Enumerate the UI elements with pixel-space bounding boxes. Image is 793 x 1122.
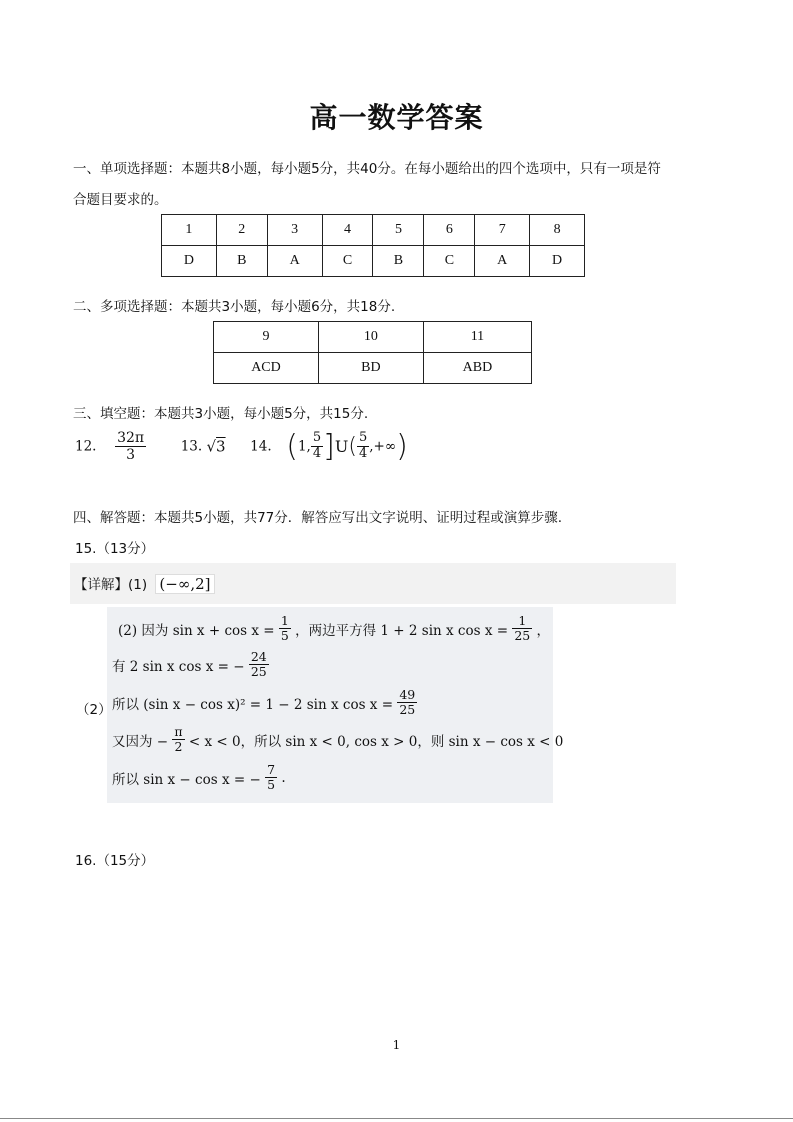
fraction <box>172 725 184 755</box>
fraction <box>265 763 277 793</box>
table-cell: B <box>216 246 267 277</box>
solution-line-1 <box>118 614 550 644</box>
solution-line-3 <box>112 688 417 718</box>
section4-heading: 四、解答题：本题共5小题，共77分．解答应写出文字说明、证明过程或演算步骤. <box>73 510 563 526</box>
table-cell: ABD <box>423 353 531 384</box>
denominator: 5 <box>267 777 276 793</box>
q14-fraction-1 <box>311 431 323 462</box>
solution-line-4 <box>112 725 563 755</box>
detail-label: 【详解】(1) <box>74 577 148 593</box>
numerator: π <box>174 724 183 739</box>
table-cell: 8 <box>530 215 585 246</box>
q12-fraction <box>115 430 146 463</box>
q12-denominator: 3 <box>126 447 136 463</box>
table-cell: ACD <box>214 353 319 384</box>
solution-text: (2) 因为 sin x + cos x = <box>118 622 275 639</box>
single-choice-table <box>161 214 585 277</box>
right-paren-icon: ) <box>396 429 408 464</box>
table-cell: B <box>373 246 424 277</box>
solution-line-2 <box>112 650 269 680</box>
q14-f2-numerator: 5 <box>358 430 368 446</box>
fraction <box>249 650 269 680</box>
section2-heading: 二、多项选择题：本题共3小题，每小题6分，共18分. <box>73 299 396 315</box>
table-cell: A <box>475 246 530 277</box>
numerator: 1 <box>512 614 532 629</box>
section1-heading-line2: 合题目要求的。 <box>73 192 168 208</box>
table-cell: BD <box>318 353 423 384</box>
denominator: 2 <box>174 739 183 755</box>
table-row <box>214 353 532 384</box>
detail-line <box>74 573 215 593</box>
table-cell: 4 <box>322 215 373 246</box>
detail-answer: (−∞,2] <box>155 574 214 594</box>
q16-label: 16.（15分） <box>75 853 155 869</box>
table-row <box>162 246 585 277</box>
denominator: 25 <box>514 628 531 644</box>
q14-one: 1, <box>297 438 311 455</box>
table-cell: C <box>322 246 373 277</box>
part2-label: （2） <box>76 702 112 718</box>
numerator: 7 <box>267 762 276 777</box>
denominator: 5 <box>280 628 289 644</box>
q14-f2-denominator: 4 <box>358 446 368 461</box>
table-row <box>162 215 585 246</box>
table-cell: 2 <box>216 215 267 246</box>
q15-label: 15.（13分） <box>75 541 155 557</box>
solution-text: . <box>281 769 286 786</box>
table-cell: C <box>424 246 475 277</box>
q12-numerator: 32π <box>117 429 145 446</box>
sqrt-icon: √ <box>206 437 217 456</box>
section1-heading-line1: 一、单项选择题：本题共8小题，每小题5分，共40分。在每小题给出的四个选项中，只有一项是符 <box>73 161 661 177</box>
table-cell: 1 <box>162 215 217 246</box>
multi-choice-table <box>213 321 532 384</box>
q12-label: 12. <box>75 438 97 455</box>
denominator: 25 <box>250 664 267 680</box>
q14-f1-numerator: 5 <box>312 430 322 446</box>
table-row <box>214 322 532 353</box>
q13-label: 13. <box>180 438 203 455</box>
page-divider <box>0 1118 793 1119</box>
table-cell: 7 <box>475 215 530 246</box>
page-number: 1 <box>392 1038 401 1052</box>
table-cell: 6 <box>424 215 475 246</box>
fraction <box>397 688 417 718</box>
q14-f1-denominator: 4 <box>312 446 322 461</box>
solution-text: < x < 0，所以 sin x < 0, cos x > 0，则 sin x − cos x < 0 <box>188 733 564 750</box>
solution-line-5 <box>112 763 286 793</box>
union-symbol: U <box>334 437 349 456</box>
fill-blank-answers <box>75 429 408 464</box>
fraction <box>512 614 532 644</box>
numerator: 49 <box>399 687 416 702</box>
table-cell: 9 <box>214 322 319 353</box>
q14-fraction-2 <box>357 431 369 462</box>
solution-text: 所以 sin x − cos x = − <box>112 771 261 788</box>
solution-text: 又因为 − <box>112 733 169 750</box>
table-cell: 5 <box>373 215 424 246</box>
table-cell: 11 <box>423 322 531 353</box>
section3-heading: 三、填空题：本题共3小题，每小题5分，共15分. <box>73 406 369 422</box>
table-cell: A <box>267 246 322 277</box>
table-cell: D <box>162 246 217 277</box>
numerator: 1 <box>280 613 289 628</box>
solution-text: 有 2 sin x cos x = − <box>112 658 245 675</box>
q14-label: 14. <box>250 438 272 455</box>
fraction <box>279 614 291 644</box>
right-bracket-icon: ] <box>323 429 335 464</box>
solution-text: 所以 (sin x − cos x)² = 1 − 2 sin x cos x = <box>112 696 394 713</box>
page-title: 高一数学答案 <box>309 101 484 134</box>
q14-tail: ,+∞ <box>369 438 397 455</box>
solution-text: ，两边平方得 1 + 2 sin x cos x = <box>295 622 509 639</box>
table-cell: 10 <box>318 322 423 353</box>
denominator: 25 <box>399 702 416 718</box>
solution-text: ， <box>536 622 551 639</box>
left-paren-icon: ( <box>286 429 298 464</box>
left-paren-icon: ( <box>348 434 357 459</box>
q13-answer: √3 <box>206 437 226 456</box>
numerator: 24 <box>250 649 267 664</box>
table-cell: 3 <box>267 215 322 246</box>
table-cell: D <box>530 246 585 277</box>
